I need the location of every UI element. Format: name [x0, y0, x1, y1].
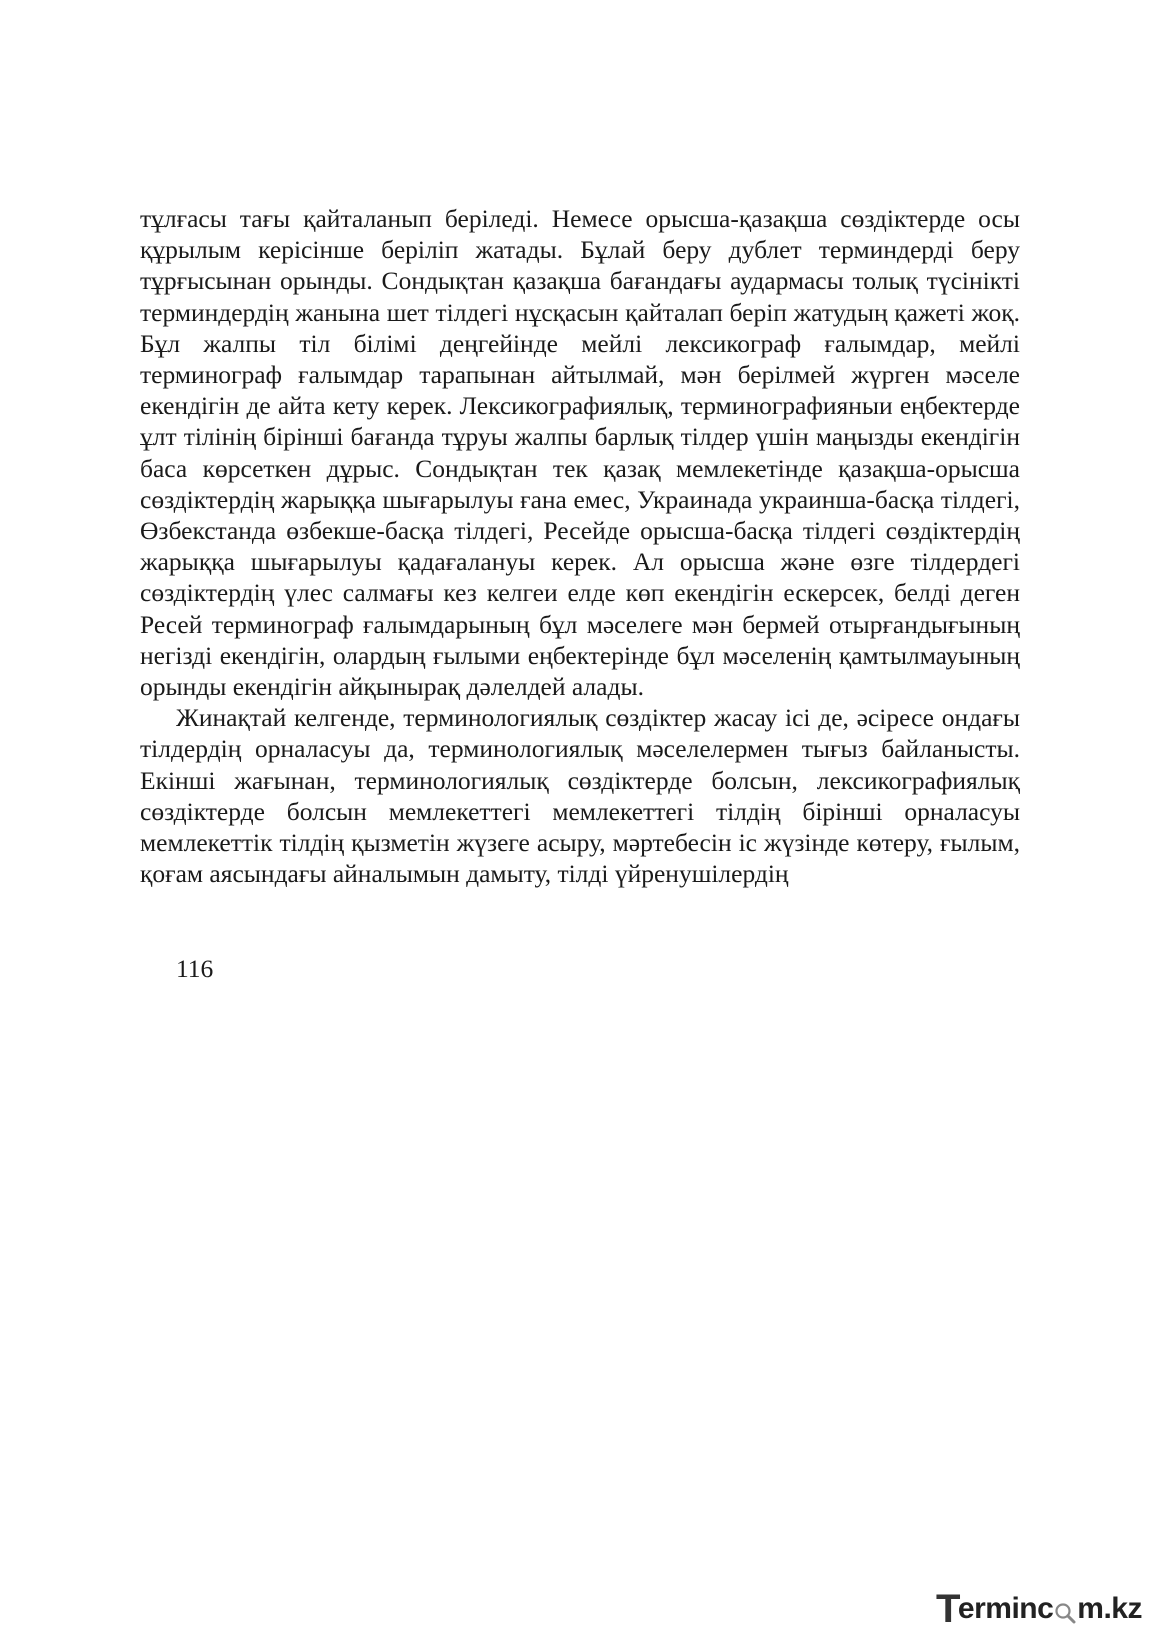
magnifier-icon [1054, 1598, 1076, 1620]
watermark-text-part-2: m.kz [1077, 1592, 1142, 1625]
watermark-first-letter: T [935, 1587, 960, 1631]
page-number: 116 [176, 954, 214, 983]
paragraph-2: Жинақтай келгенде, терминологиялық сөздіктер жасау ісі де, әсіресе ондағы тілдердің орналасуы да, терминологиялық мәселелермен тығыз байланысты. Екінші жағынан, терминологиялық сөздіктерде болсын, лексикографиялық сөздіктерде болсын мемлекеттегі мемлекеттегі тілдің бірінші орналасуы мемлекеттік тілдің қызметін жүзеге асыру, мәртебесін іс жүзінде көтеру, ғылым, қоғам аясындағы айналымын дамыту, тілді үйренушілердің [140, 703, 1020, 889]
paragraph-1: тұлғасы тағы қайталанып беріледі. Немесе орысша-қазақша сөздіктерде осы құрылым керісінше беріліп жатады. Бұлай беру дублет терминдерді беру тұрғысынан орынды. Сондықтан қазақша бағандағы аудармасы толық түсінікті терминдердің жанына шет тілдегі нұсқасын қайталап беріп жатудың қажеті жоқ. Бұл жалпы тіл білімі деңгейінде мейлі лексикограф ғалымдар, мейлі терминограф ғалымдар тарапынан айтылмай, мән берілмей жүрген мәселе екендігін де айта кету керек. Лексикографиялық, терминографияныи еңбектерде ұлт тілінің бірінші бағанда тұруы жалпы барлық тілдер үшін маңызды екендігін баса көрсеткен дұрыс. Сондықтан тек қазақ мемлекетінде қазақша-орысша сөздіктердің жарыққа шығарылуы ғана емес, Украинада украинша-басқа тілдегі, Өзбекстанда өзбекше-басқа тілдегі, Ресейде орысша-басқа тілдегі сөздіктердің жарыққа шығарылуы қадағалануы керек. Ал орысша және өзге тілдердегі сөздіктердің үлес салмағы кез келгеи елде көп екендігін ескерсек, белді деген Ресей терминограф ғалымдарының бұл мәселеге мән бермей отырғандығының негізді екендігін, олардың ғылыми еңбектерінде бұл мәселенің қамтылмауының орынды екендігін айқынырақ дәлелдей алады. [140, 204, 1020, 702]
watermark-text-part-1: erminc [957, 1592, 1054, 1625]
termincom-watermark-logo [936, 1589, 1142, 1629]
body-text [140, 203, 1020, 889]
